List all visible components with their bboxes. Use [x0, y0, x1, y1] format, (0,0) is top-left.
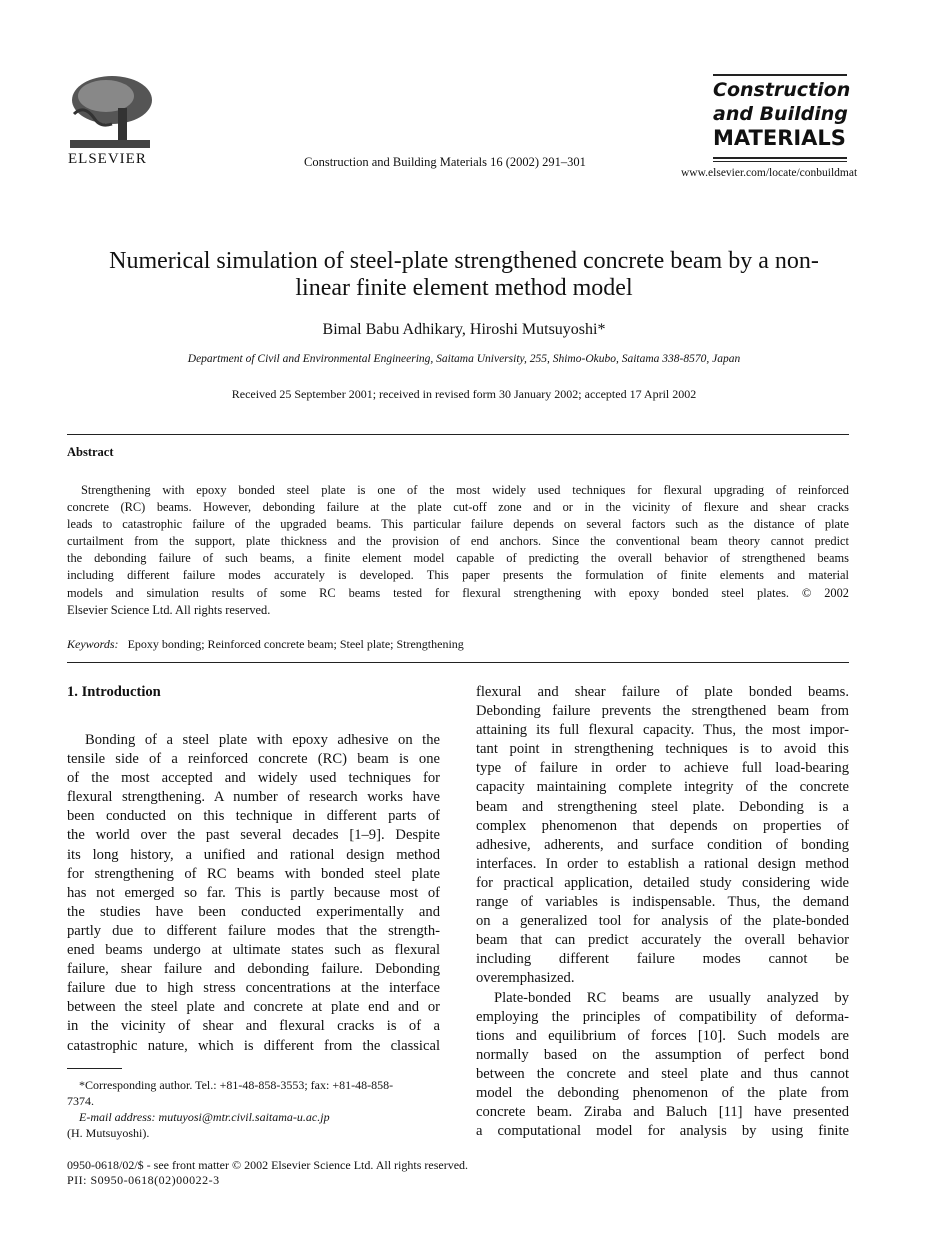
text-line: normally based on the assumption of perfect bond: [476, 1046, 849, 1063]
abstract-body: [67, 482, 849, 619]
text-line: the world over the past several decades [1–9]. Despite: [67, 827, 440, 844]
elsevier-tree-logo: [66, 74, 154, 150]
publisher-name: ELSEVIER: [68, 151, 147, 167]
text-line: concrete beam. Ziraba and Baluch [11] have presented: [476, 1104, 849, 1121]
footnote: [67, 1077, 440, 1141]
abstract-line: the debonding failure of such beams, a finite element model capable of predicting the overall behavior of strengthened beams: [67, 551, 849, 566]
footnote-rule: [67, 1068, 122, 1069]
journal-logo-line: and Building: [713, 103, 848, 125]
text-line: complex phenomenon that depends on properties of: [476, 817, 849, 834]
left-column-text: [67, 731, 440, 1056]
text-line: Bonding of a steel plate with epoxy adhesive on the: [85, 732, 440, 748]
divider: [67, 434, 849, 435]
text-line: overemphasized.: [476, 970, 575, 987]
text-line: catastrophic nature, which is different from the classical: [67, 1037, 440, 1054]
pii-line: PII: S0950-0618(02)00022-3: [67, 1173, 220, 1187]
text-line: failure due to high stress concentrations at the interface: [67, 980, 440, 997]
journal-logo-line: Construction: [713, 79, 851, 101]
text-line: failure, shear failure and debonding failure. Debonding: [67, 961, 440, 978]
text-line: tensile side of a reinforced concrete (RC) beam is one: [67, 751, 440, 768]
copyright-footer: [67, 1158, 468, 1188]
abstract-line: concrete (RC) beams. However, debonding failure at the plate cut-off zone and or in the vicinity of flexure and shear cracks: [67, 500, 849, 515]
text-line: including different failure modes cannot be: [476, 951, 849, 968]
title-line: Numerical simulation of steel-plate strengthened concrete beam by a non-: [109, 248, 819, 274]
text-line: employing the principles of compatibility of deforma-: [476, 1008, 849, 1025]
footnote-line: *Corresponding author. Tel.: +81-48-858-3553; fax: +81-48-858-: [79, 1078, 394, 1092]
text-line: a computational model for analysis by using finite: [476, 1123, 849, 1140]
keywords-label: Keywords:: [67, 637, 119, 651]
received-dates: Received 25 September 2001; received in revised form 30 January 2002; accepted 17 April 2002: [231, 387, 697, 401]
divider: [67, 662, 849, 663]
text-line: ened beams undergo at ultimate states such as flexural: [67, 942, 440, 959]
text-line: flexural strengthening. A number of research works have: [67, 789, 440, 806]
journal-url[interactable]: www.elsevier.com/locate/conbuildmat: [681, 167, 858, 179]
text-line: attaining its full flexural capacity. Thus, the most impor-: [476, 722, 849, 739]
paper-title: [0, 248, 928, 302]
abstract-line: Strengthening with epoxy bonded steel plate is one of the most widely used techniques for flexural upgrading of reinforced: [81, 483, 849, 497]
abstract-line: models and simulation results of some RC beams tested for flexural strengthening with epoxy bonded steel plates. © 2002: [67, 585, 849, 600]
front-matter-line: 0950-0618/02/$ - see front matter © 2002 Elsevier Science Ltd. All rights reserved.: [67, 1158, 469, 1172]
text-line: type of failure in order to achieve full load-bearing: [476, 760, 849, 777]
text-line: interfaces. In order to establish a rational design method: [476, 855, 849, 872]
journal-logo-line: MATERIALS: [713, 126, 846, 150]
text-line: adhesive, adherents, and surface condition of bonding: [476, 836, 849, 853]
text-line: partly due to different failure modes that the strength-: [67, 922, 440, 939]
abstract-heading: Abstract: [67, 445, 114, 459]
text-line: beam that can predict accurately the overall behavior: [476, 932, 849, 949]
journal-citation: Construction and Building Materials 16 (2002) 291–301: [304, 155, 586, 169]
text-line: of the most accepted and widely used techniques for: [67, 770, 440, 787]
text-line: its long history, a unified and rational design method: [67, 846, 440, 863]
title-line: linear finite element method model: [295, 275, 633, 301]
affiliation: Department of Civil and Environmental Engineering, Saitama University, 255, Shimo-Okubo, Saitama 338-8570, Japan: [187, 353, 741, 365]
abstract-line: Elsevier Science Ltd. All rights reserved.: [67, 602, 271, 617]
text-line: been conducted on this technique in different parts of: [67, 808, 440, 825]
footnote-line: (H. Mutsuyoshi).: [67, 1126, 150, 1140]
text-line: on a generalized tool for analysis of the plate-bonded: [476, 913, 849, 930]
section-heading: 1. Introduction: [67, 684, 161, 700]
keywords: [67, 637, 464, 652]
abstract-line: leads to catastrophic failure of the upgraded beams. This particular failure depends on several factors such as the distance of plate: [67, 517, 849, 532]
text-line: for strengthening of RC beams with bonded steel plate: [67, 865, 440, 882]
right-column-text: [476, 683, 849, 1141]
text-line: range of variables is indispensable. Thus, the demand: [476, 894, 849, 911]
abstract-line: curtailment from the support, plate thickness and the provision of end anchors. Since the conventional beam theory cannot predict: [67, 534, 849, 549]
text-line: the studies have been conducted experimentally and: [67, 903, 440, 920]
text-line: between the steel plate and concrete at plate end and or: [67, 999, 440, 1016]
authors: Bimal Babu Adhikary, Hiroshi Mutsuyoshi*: [322, 321, 606, 338]
text-line: flexural and shear failure of plate bonded beams.: [476, 684, 849, 700]
footnote-email[interactable]: E-mail address: mutuyosi@mtr.civil.saitama-u.ac.jp: [79, 1110, 330, 1124]
text-line: tions and equilibrium of forces [10]. Such models are: [476, 1027, 849, 1044]
keywords-text: Epoxy bonding; Reinforced concrete beam; Steel plate; Strengthening: [127, 637, 464, 651]
text-line: for practical application, detailed study considering wide: [476, 874, 849, 891]
text-line: has not emerged so far. This is partly because most of: [67, 884, 440, 901]
text-line: between the concrete and steel plate and thus cannot: [476, 1065, 849, 1082]
text-line: beam and strengthening steel plate. Debonding is a: [476, 798, 849, 815]
text-line: capacity maintaining complete integrity of the concrete: [476, 779, 849, 796]
abstract-line: including different failure modes accurately is developed. This paper presents the formulation of finite elements and material: [67, 568, 849, 583]
text-line: tant point in strengthening techniques is to avoid this: [476, 741, 849, 758]
journal-logo: [713, 78, 850, 150]
text-line: in the vicinity of shear and flexural cracks is of a: [67, 1018, 440, 1035]
text-line: Plate-bonded RC beams are usually analyzed by: [494, 989, 849, 1006]
footnote-line: 7374.: [67, 1094, 94, 1108]
text-line: Debonding failure prevents the strengthened beam from: [476, 703, 849, 720]
text-line: model the debonding phenomenon of the plate from: [476, 1084, 849, 1101]
